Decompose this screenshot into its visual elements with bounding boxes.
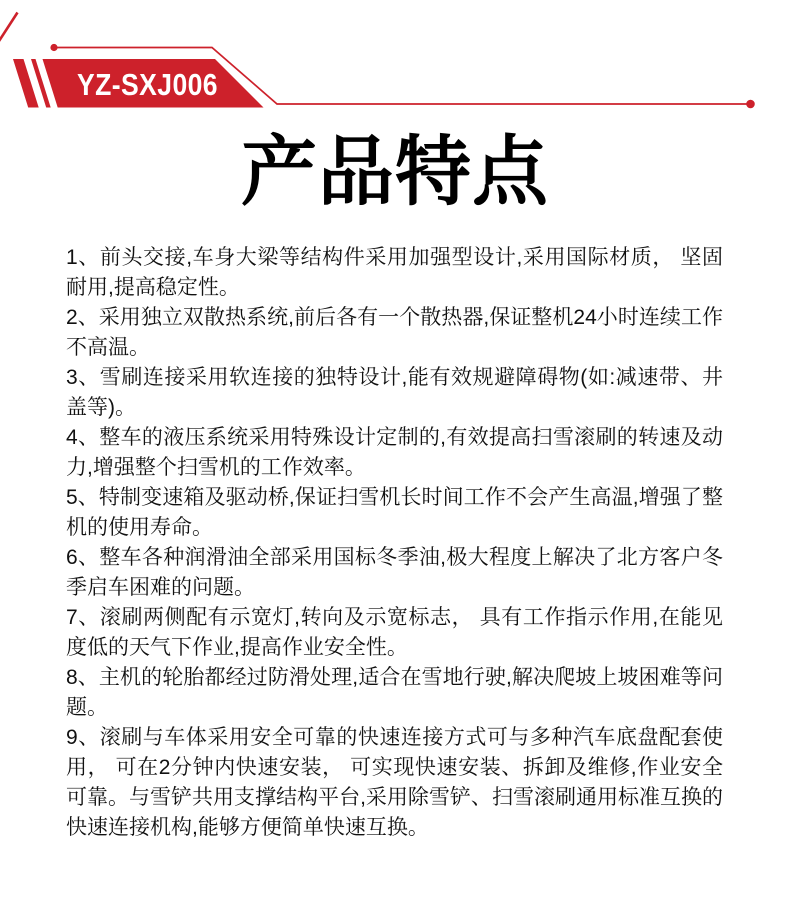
header-decoration: [0, 0, 790, 130]
feature-item: 9、滚刷与车体采用安全可靠的快速连接方式可与多种汽车底盘配套使用， 可在2分钟内快速安装， 可实现快速安装、拆卸及维修,作业安全可靠。与雪铲共用支撑结构平台,采用除雪铲、扫雪滚刷通用标准互换的快速连接机构,能够方便简单快速互换。: [66, 726, 723, 839]
page-title: 产品特点: [241, 130, 549, 215]
feature-item: 7、滚刷两侧配有示宽灯,转向及示宽标志， 具有工作指示作用,在能见度低的天气下作业,提高作业安全性。: [66, 606, 723, 659]
feature-item: 3、雪刷连接采用软连接的独特设计,能有效规避障碍物(如:减速带、井盖等)。: [66, 366, 723, 419]
feature-item: 5、特制变速箱及驱动桥,保证扫雪机长时间工作不会产生高温,增强了整机的使用寿命。: [66, 486, 723, 539]
accent-dot-right: [746, 100, 755, 109]
features-list: [66, 243, 723, 843]
feature-item: 6、整车各种润滑油全部采用国标冬季油,极大程度上解决了北方客户冬季启车困难的问题。: [66, 546, 723, 599]
feature-item: 8、主机的轮胎都经过防滑处理,适合在雪地行驶,解决爬坡上坡困难等问题。: [66, 666, 723, 719]
model-badge-label: YZ-SXJ006: [77, 67, 218, 102]
feature-item: 2、采用独立双散热系统,前后各有一个散热器,保证整机24小时连续工作不高温。: [66, 306, 723, 359]
feature-item: 4、整车的液压系统采用特殊设计定制的,有效提高扫雪滚刷的转速及动力,增强整个扫雪机的工作效率。: [66, 426, 723, 479]
corner-accent-line: [0, 13, 18, 42]
feature-item: 1、前头交接,车身大梁等结构件采用加强型设计,采用国际材质， 坚固耐用,提高稳定性。: [66, 246, 723, 299]
